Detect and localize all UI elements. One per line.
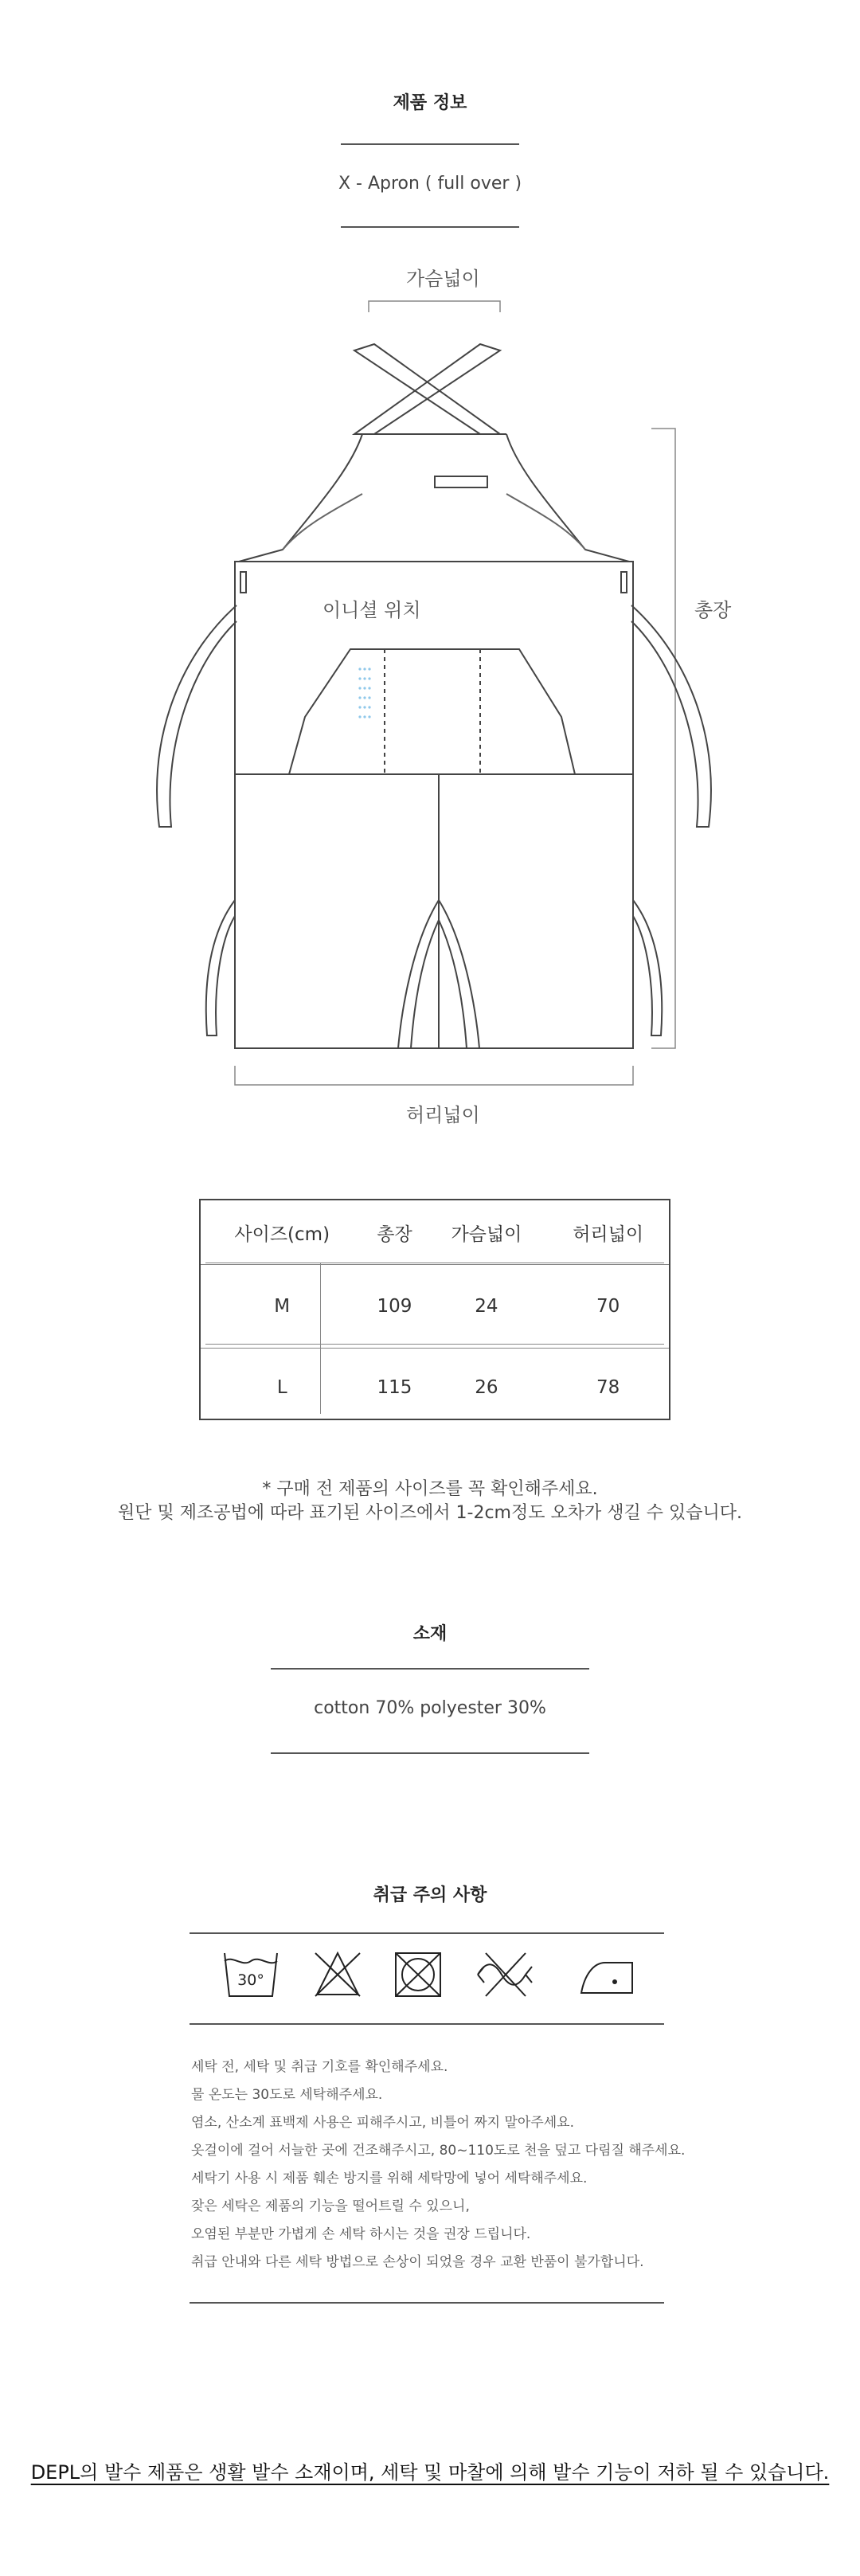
table-header: 사이즈(cm) (234, 1223, 330, 1245)
care-line: 옷걸이에 걸어 서늘한 곳에 건조해주시고, 80~110도로 천을 덮고 다림질 해주세요. (191, 2143, 686, 2159)
water-repellent-notice: DEPL의 발수 제품은 생활 발수 소재이며, 세탁 및 마찰에 의해 발수 기능이 저하 될 수 있습니다. (30, 2461, 830, 2484)
table-header: 총장 (377, 1223, 412, 1245)
table-cell: L (201, 1349, 363, 1427)
care-line: 잦은 세탁은 제품의 기능을 떨어트릴 수 있으니, (191, 2198, 470, 2214)
care-line: 염소, 산소계 표백제 사용은 피해주시고, 비틀어 짜지 말아주세요. (191, 2115, 575, 2131)
product-name: X - Apron ( full over ) (338, 174, 522, 194)
apron-diagram (0, 0, 860, 1131)
material-value: cotton 70% polyester 30% (314, 1698, 546, 1718)
material-title: 소재 (412, 1624, 448, 1644)
strap-right (354, 344, 500, 434)
table-header: 허리넓이 (573, 1223, 644, 1245)
table-header: 가슴넓이 (451, 1223, 522, 1245)
care-line: 물 온도는 30도로 세탁해주세요. (191, 2087, 383, 2103)
product-info-title: 제품 정보 (393, 93, 467, 113)
divider (271, 1752, 589, 1754)
no-tumble-dry-icon (396, 1953, 440, 1996)
care-title: 취급 주의 사항 (373, 1885, 487, 1905)
size-note-line2: 원단 및 제조공법에 따라 표기된 사이즈에서 1-2cm정도 오차가 생길 수 있습니다. (118, 1503, 742, 1523)
total-length-label: 총장 (694, 599, 732, 621)
divider (190, 2023, 664, 2025)
waist-width-label: 허리넓이 (406, 1104, 480, 1126)
care-icons (0, 1944, 860, 2015)
no-wring-icon (478, 1953, 532, 1996)
size-table (199, 1199, 670, 1420)
iron-low-icon (581, 1963, 632, 1993)
table-cell: 26 (426, 1349, 548, 1427)
divider (190, 1932, 664, 1934)
divider (190, 2302, 664, 2304)
care-line: 오염된 부분만 가볍게 손 세탁 하시는 것을 권장 드립니다. (191, 2226, 531, 2242)
wash-temp-text: 30° (237, 1971, 264, 1989)
table-cell: 24 (426, 1265, 548, 1349)
table-cell: M (201, 1265, 363, 1349)
table-cell: 78 (547, 1349, 669, 1427)
care-line: 세탁기 사용 시 제품 훼손 방지를 위해 세탁망에 넣어 세탁해주세요. (191, 2171, 588, 2186)
care-line: 취급 안내와 다른 세탁 방법으로 손상이 되었을 경우 교환 반품이 불가합니다. (191, 2254, 644, 2270)
initial-position-marker (358, 667, 370, 718)
table-row (201, 1265, 669, 1349)
table-cell: 115 (363, 1349, 425, 1427)
strap-left (354, 344, 500, 434)
care-line: 세탁 전, 세탁 및 취급 기호를 확인해주세요. (191, 2059, 448, 2075)
chest-width-label: 가슴넓이 (406, 268, 480, 290)
table-row (201, 1349, 669, 1427)
table-cell: 70 (547, 1265, 669, 1349)
initial-position-label: 이니셜 위치 (322, 599, 421, 621)
divider (271, 1668, 589, 1670)
no-bleach-icon (315, 1953, 360, 1996)
table-cell: 109 (363, 1265, 425, 1349)
size-note-line1: * 구매 전 제품의 사이즈를 꼭 확인해주세요. (262, 1479, 598, 1499)
